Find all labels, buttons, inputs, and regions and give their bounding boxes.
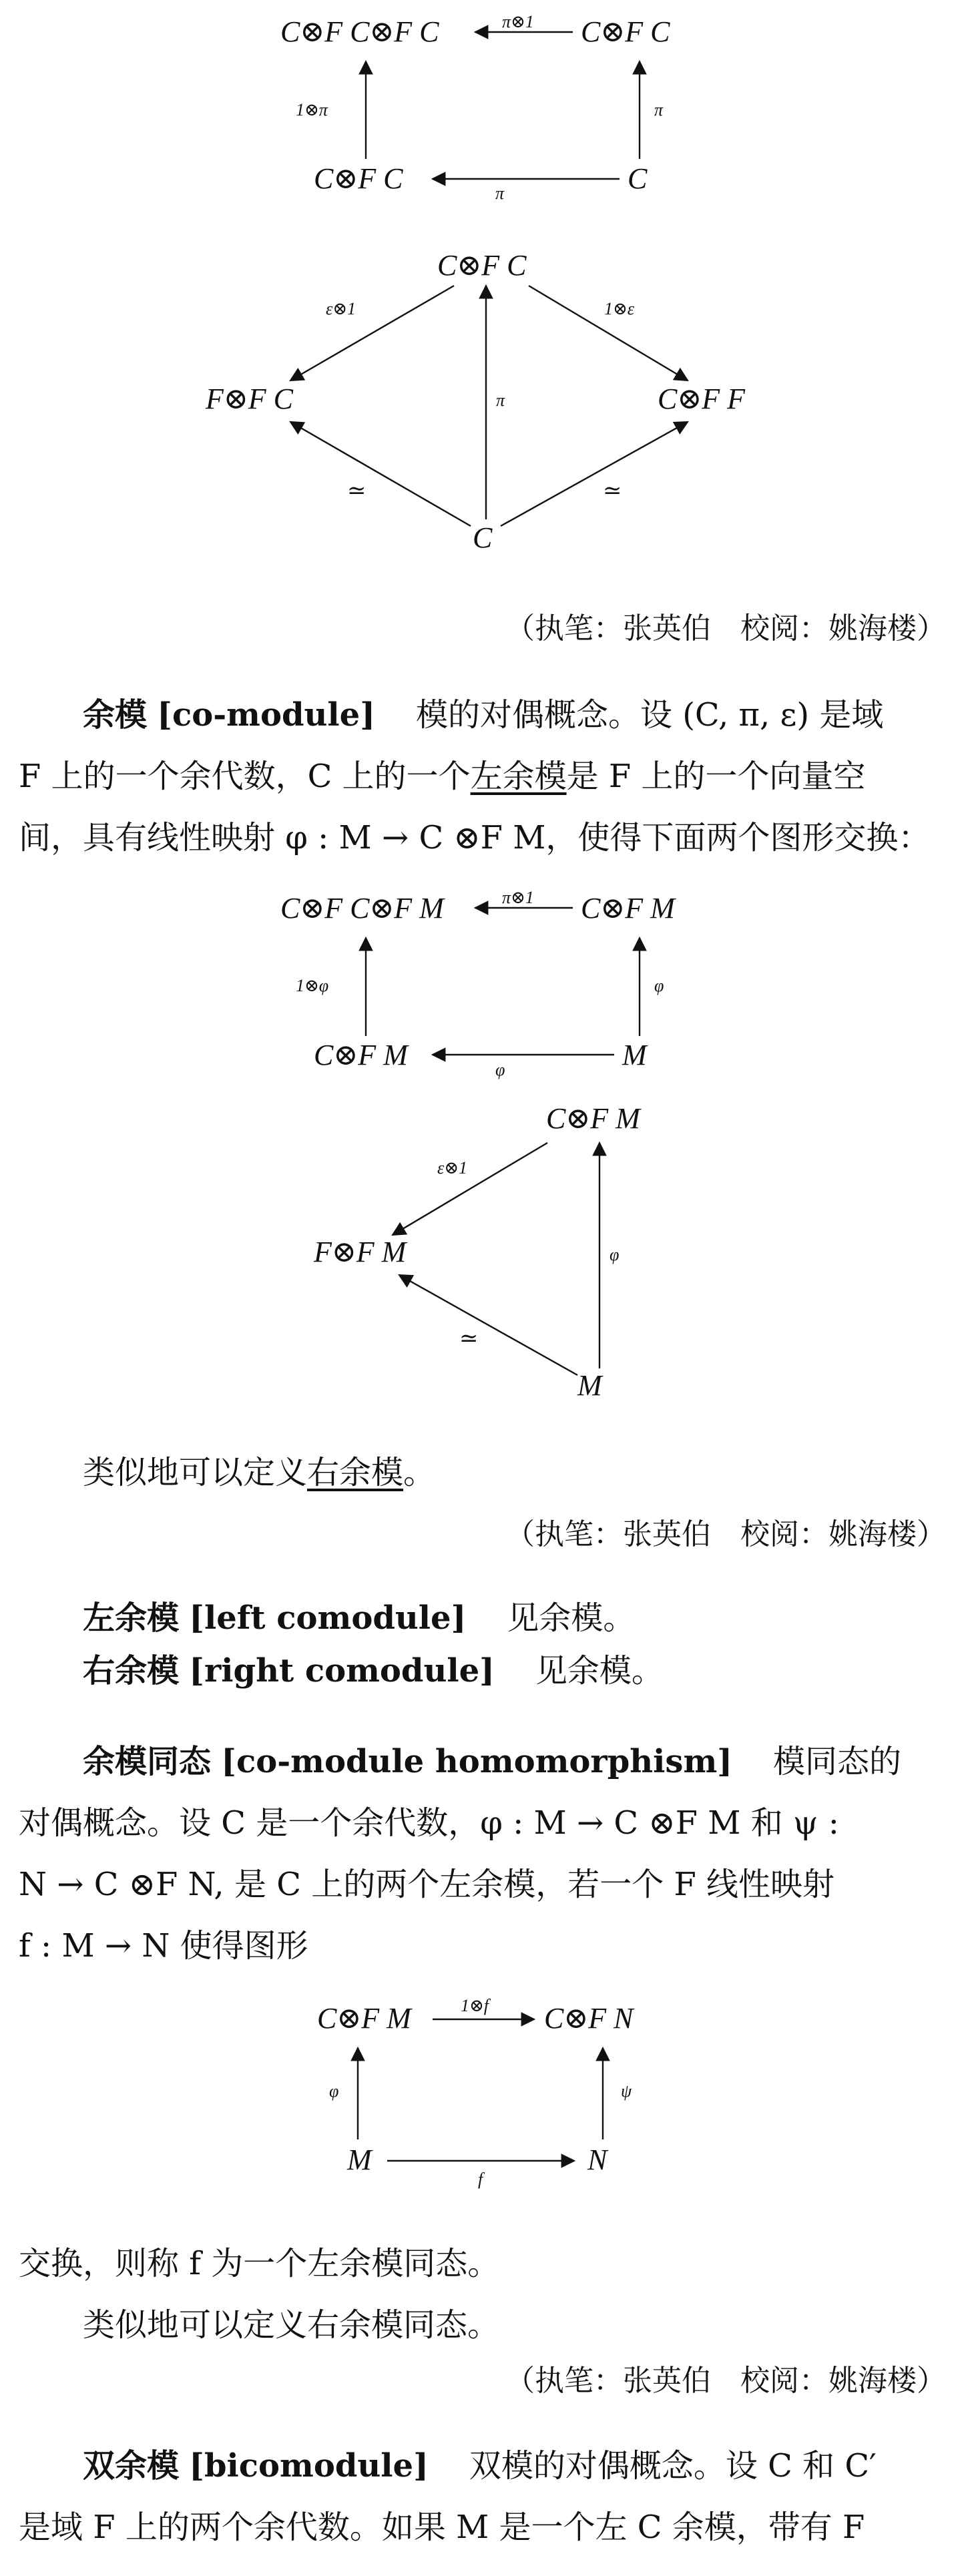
entry-hom-english: [co-module homomorphism] xyxy=(221,1743,732,1780)
diagram1-label-top: π⊗1 xyxy=(502,12,534,31)
diagram2-top: C⊗F C xyxy=(437,249,527,282)
d2-arrow-upper-left xyxy=(290,286,454,380)
entry-bi-line2: 是域 F 上的两个余代数。如果 M 是一个左 C 余模，带有 F xyxy=(19,2509,865,2546)
diagram3-label-right: φ xyxy=(654,976,664,995)
entry-comodule-text2b: 是 F 上的一个向量空 xyxy=(566,758,866,795)
diagram2-label-lower-left: ≃ xyxy=(347,479,367,503)
entry-right-see: 见余模。 xyxy=(535,1652,664,1690)
diagram5-top-left: C⊗F M xyxy=(317,2002,411,2035)
diagram1-top-left: C⊗F C⊗F C xyxy=(280,15,439,48)
d4-arrow-upper xyxy=(393,1143,547,1235)
d2-arrow-upper-right xyxy=(529,286,688,380)
d4-arrow-lower xyxy=(399,1275,577,1375)
entry-left-english: [left comodule] xyxy=(189,1599,467,1637)
entry-hom-term: 余模同态 xyxy=(83,1743,212,1780)
diagram1-bottom-left: C⊗F C xyxy=(314,162,403,195)
diagram3-bottom-right: M xyxy=(622,1039,647,1071)
diagram5-bottom-left: M xyxy=(347,2143,372,2176)
diagram3-top-right: C⊗F M xyxy=(581,892,675,925)
diagram4-top: C⊗F M xyxy=(546,1102,640,1135)
entry-right-english: [right comodule] xyxy=(189,1652,495,1690)
entry-bi-text1: 双模的对偶概念。设 C 和 C′ xyxy=(469,2447,877,2485)
entry-hom-line4: f : M → N 使得图形 xyxy=(19,1927,308,1965)
credit-line-2: （执笔：张英伯 校阅：姚海楼） xyxy=(505,1517,946,1551)
diagram4-left: F⊗F M xyxy=(314,1236,407,1268)
diagram4-bottom: M xyxy=(577,1369,602,1402)
diagram4-label-right: φ xyxy=(610,1245,620,1264)
diagram1-top-right: C⊗F C xyxy=(581,15,670,48)
diagram5-label-top: 1⊗f xyxy=(461,1996,489,2015)
diagram1-label-bottom: π xyxy=(495,184,505,203)
diagram2-right: C⊗F F xyxy=(658,382,745,415)
entry-hom-line3: N → C ⊗F N, 是 C 上的两个左余模，若一个 F 线性映射 xyxy=(19,1866,835,1903)
diagram2-label-lower-right: ≃ xyxy=(603,479,622,503)
entry-right-term: 右余模 xyxy=(83,1652,180,1690)
diagram1-bottom-right: C xyxy=(628,162,648,195)
diagram2-bottom: C xyxy=(473,521,493,554)
entry-comodule-term: 余模 xyxy=(83,696,148,734)
entry-comodule-english: [co-module] xyxy=(157,696,375,734)
diagram4-label-lower: ≃ xyxy=(459,1326,479,1351)
entry-bi-term: 双余模 xyxy=(83,2447,180,2485)
diagram3-label-left: 1⊗φ xyxy=(296,976,329,995)
d2-arrow-lower-left xyxy=(290,422,471,526)
entry-comodule-line3: 间，具有线性映射 φ : M → C ⊗F M，使得下面两个图形交换： xyxy=(19,819,931,856)
diagram3-top-left: C⊗F C⊗F M xyxy=(280,892,444,925)
entry-left-see: 见余模。 xyxy=(507,1599,636,1637)
diagram1-label-right: π xyxy=(654,100,664,119)
credit-line-1: （执笔：张英伯 校阅：姚海楼） xyxy=(505,611,946,646)
entry-bi-english: [bicomodule] xyxy=(189,2447,429,2485)
hom-after-line: 交换，则称 f 为一个左余模同态。 xyxy=(19,2245,500,2282)
credit-line-3: （执笔：张英伯 校阅：姚海楼） xyxy=(505,2364,946,2398)
diagram5-top-right: C⊗F N xyxy=(544,2002,634,2035)
diagram2-label-center: π xyxy=(496,391,505,410)
entry-hom-line2: 对偶概念。设 C 是一个余代数，φ : M → C ⊗F M 和 ψ : xyxy=(19,1804,839,1842)
diagram3-label-bottom: φ xyxy=(495,1060,505,1079)
diagram2-label-upper-right: 1⊗ε xyxy=(604,299,635,318)
link-left-comodule[interactable]: 左余模 xyxy=(470,758,567,795)
entry-comodule-text2a: F 上的一个余代数，C 上的一个 xyxy=(19,758,471,795)
diagram4-label-upper: ε⊗1 xyxy=(437,1158,468,1178)
entry-hom-text1: 模同态的 xyxy=(772,1743,901,1780)
similar1-text: 类似地可以定义 xyxy=(83,1454,308,1491)
diagram5-label-right: ψ xyxy=(621,2081,632,2101)
link-right-comodule[interactable]: 右余模 xyxy=(307,1454,404,1491)
diagram2-left: F⊗F C xyxy=(206,382,293,415)
entry-left-term: 左余模 xyxy=(83,1599,180,1637)
d2-arrow-lower-right xyxy=(501,422,688,526)
similar2-text: 类似地可以定义右余模同态。 xyxy=(83,2306,500,2344)
diagram5-label-bottom: f xyxy=(478,2169,483,2189)
diagram3-label-top: π⊗1 xyxy=(502,888,534,907)
diagram1-label-left: 1⊗π xyxy=(296,100,328,119)
diagram5-label-left: φ xyxy=(329,2081,339,2101)
diagram3-bottom-left: C⊗F M xyxy=(314,1039,408,1071)
entry-comodule-text1: 模的对偶概念。设 (C, π, ε) 是域 xyxy=(415,696,884,734)
similar1-post: 。 xyxy=(403,1454,436,1491)
diagram2-label-upper-left: ε⊗1 xyxy=(326,299,356,318)
diagram5-bottom-right: N xyxy=(587,2143,608,2176)
